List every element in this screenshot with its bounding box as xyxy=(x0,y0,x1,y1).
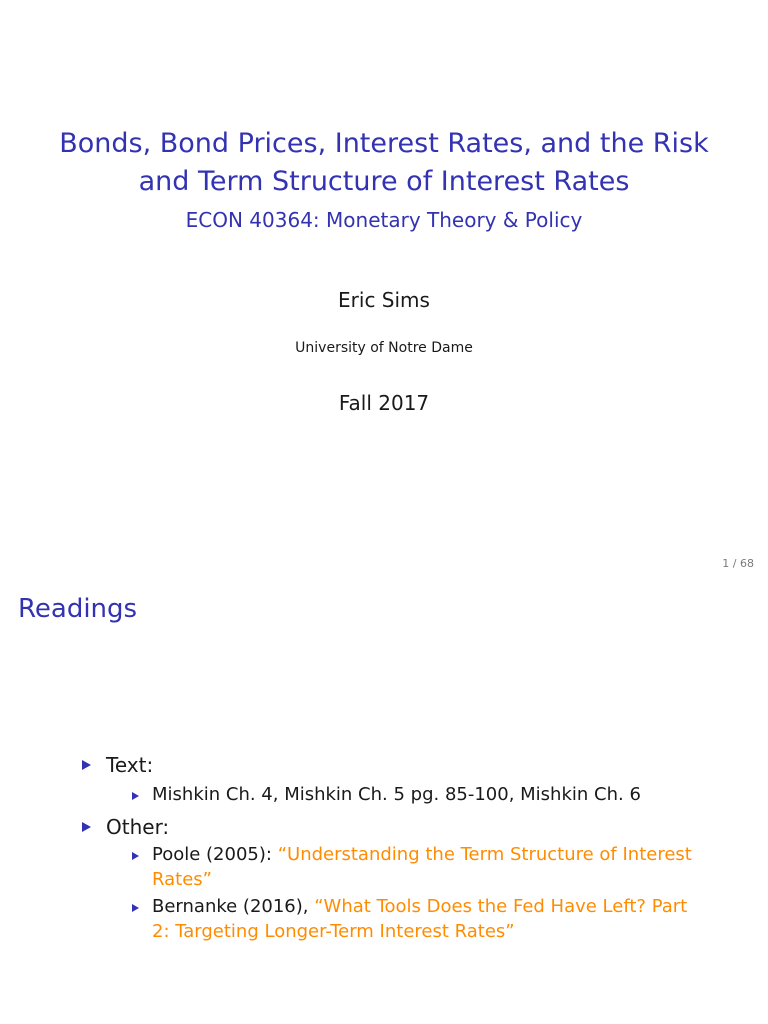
reading-bernanke-author: Bernanke (2016), xyxy=(152,896,315,917)
readings-slide xyxy=(0,578,768,1024)
presentation-title-line-1: Bonds, Bond Prices, Interest Rates, and the Risk xyxy=(59,128,709,159)
page-number: 1 / 68 xyxy=(722,557,754,570)
sub-bullet-arrow-icon xyxy=(132,852,139,860)
presentation-title-line-2: and Term Structure of Interest Rates xyxy=(138,166,630,197)
reading-poole-link-continued[interactable]: Rates” xyxy=(152,869,212,890)
institute-name: University of Notre Dame xyxy=(295,340,473,356)
presentation-subtitle: ECON 40364: Monetary Theory & Policy xyxy=(185,208,583,232)
frame-title: Readings xyxy=(18,594,138,624)
bullet-arrow-icon xyxy=(82,760,91,770)
presentation-date: Fall 2017 xyxy=(338,391,430,415)
bullet-text-label: Text: xyxy=(106,753,154,777)
reading-bernanke-link-continued[interactable]: 2: Targeting Longer-Term Interest Rates” xyxy=(152,921,515,942)
sub-bullet-arrow-icon xyxy=(132,792,139,800)
bullet-other-label: Other: xyxy=(106,815,170,839)
reading-poole xyxy=(152,844,692,865)
reading-bernanke xyxy=(152,896,687,917)
bullet-arrow-icon xyxy=(82,822,91,832)
reading-poole-author: Poole (2005): xyxy=(152,844,278,865)
bullet-text-item: Mishkin Ch. 4, Mishkin Ch. 5 pg. 85-100, Mishkin Ch. 6 xyxy=(152,784,641,805)
reading-bernanke-link[interactable]: “What Tools Does the Fed Have Left? Part xyxy=(314,896,688,917)
reading-poole-link[interactable]: “Understanding the Term Structure of Interest xyxy=(277,844,692,865)
author-name: Eric Sims xyxy=(338,288,430,312)
sub-bullet-arrow-icon xyxy=(132,904,139,912)
